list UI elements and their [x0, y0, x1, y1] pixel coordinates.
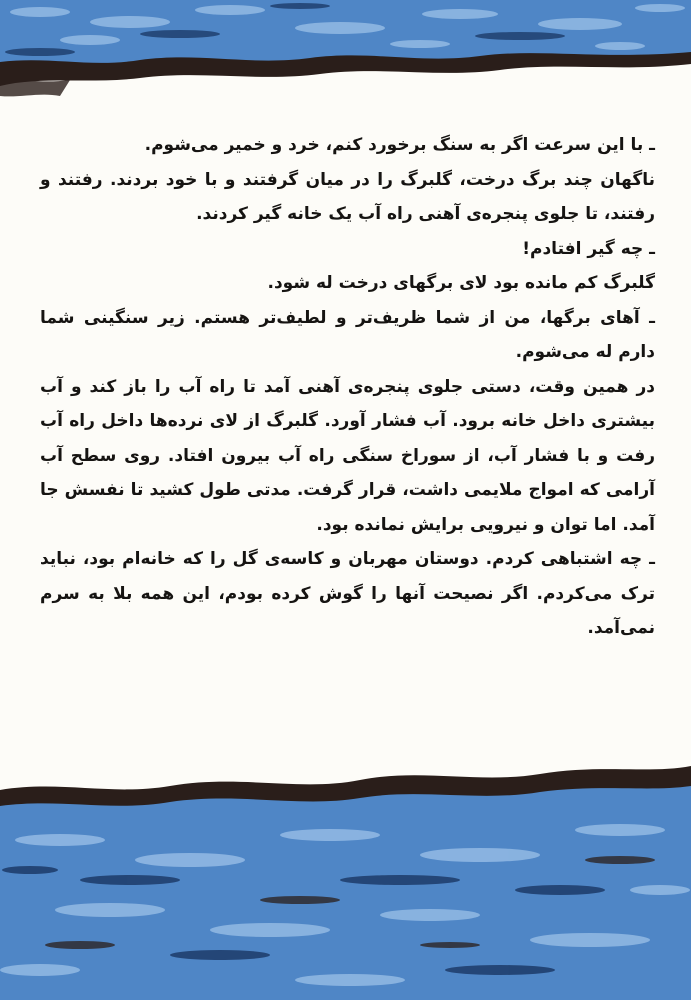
paragraph: گلبرگ کم مانده بود لای برگهای درخت له شود. [267, 273, 655, 293]
story-text [40, 128, 655, 646]
water-painting-top [0, 0, 691, 110]
paragraph: ناگهان چند برگ درخت، گلبرگ را در میان گرفتند و با خود بردند. رفتند و رفتند، تا جلوی پنجره‌ی آهنی راه آب یک خانه گیر کردند. [40, 169, 655, 224]
top-water-illustration [0, 0, 691, 110]
paragraph: ـ با این سرعت اگر به سنگ برخورد کنم، خرد و خمیر می‌شوم. [144, 135, 655, 155]
bottom-water-illustration [0, 740, 691, 1000]
paragraph: ـ چه گیر افتادم! [522, 238, 655, 259]
paragraph: در همین وقت، دستی جلوی پنجره‌ی آهنی آمد تا راه آب را باز کند و آب بیشتری داخل خانه برود. آب فشار آورد. گلبرگ از لای نرده‌ها داخل راه آب رفت و با فشار آب، از سوراخ سنگی راه آب بیرون افتاد. روی سطح آب آرامی که امواج ملایمی داشت، قرار گرفت. مدتی طول کشید تا نفسش جا آمد. اما توان و نیرویی برایش نمانده بود. [40, 376, 655, 535]
paragraph: ـ چه اشتباهی کردم. دوستان مهربان و کاسه‌ی گل را که خانه‌ام بود، نباید ترک می‌کردم. اگر نصیحت آنها را گوش کرده بودم، این همه بلا به سرم نمی‌آمد. [40, 549, 655, 638]
water-painting-bottom [0, 740, 691, 1000]
paragraph: ـ آهای برگها، من از شما ظریف‌تر و لطیف‌تر هستم. زیر سنگینی شما دارم له می‌شوم. [40, 307, 655, 362]
